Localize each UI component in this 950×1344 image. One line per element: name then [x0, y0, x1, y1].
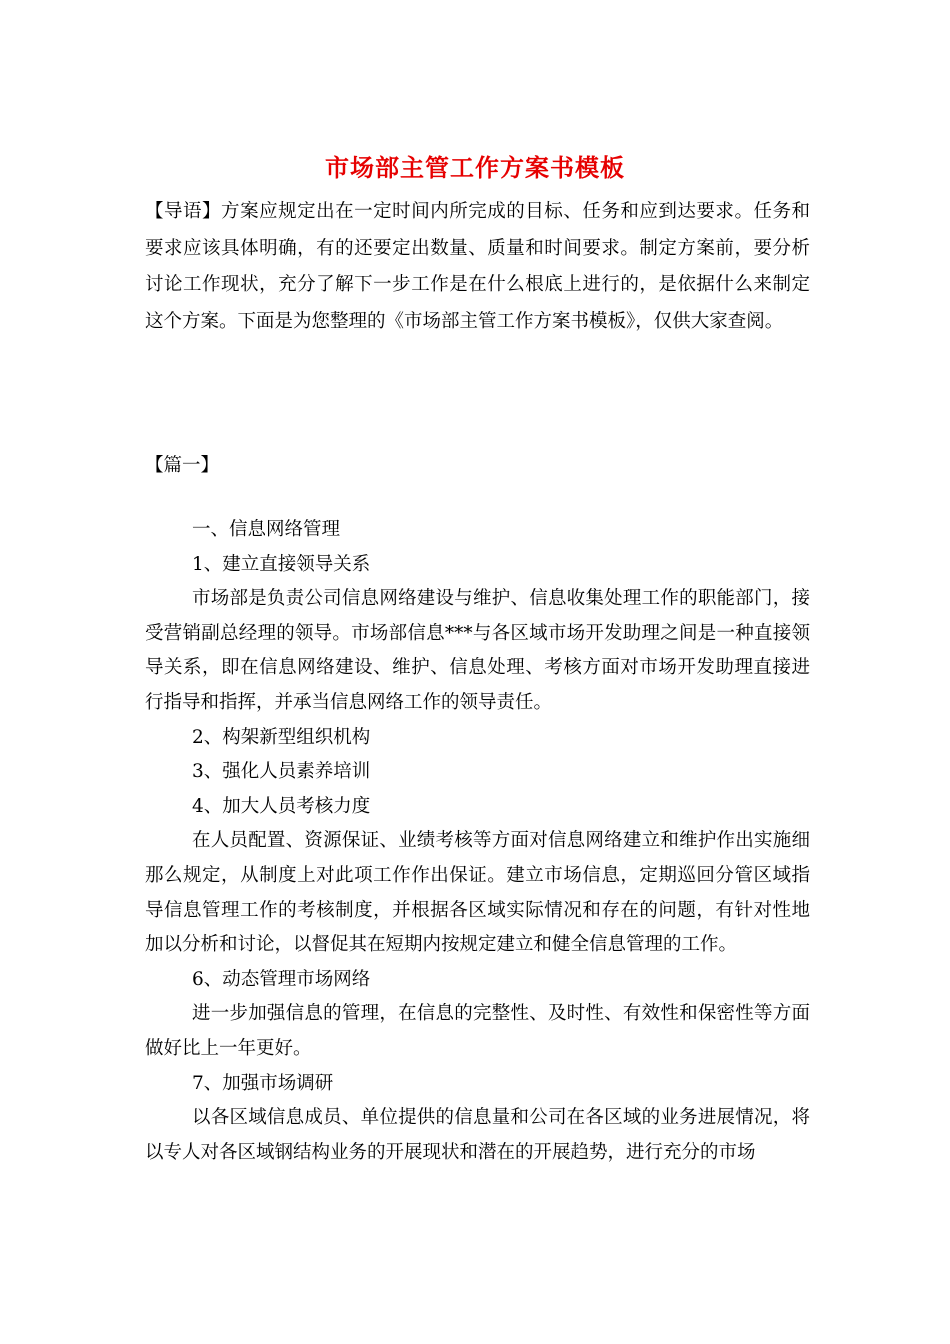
- subheading-direct-leadership: 1、建立直接领导关系: [192, 553, 371, 575]
- paragraph-market-research: 以各区域信息成员、单位提供的信息量和公司在各区域的业务进展情况，将以专人对各区域钢结构业务的开展现状和潜在的开展趋势，进行充分的市场: [145, 1107, 810, 1163]
- subheading-dynamic-management: 6、动态管理市场网络: [192, 968, 371, 990]
- document-title: 市场部主管工作方案书模板: [325, 153, 625, 182]
- subheading-assessment: 4、加大人员考核力度: [192, 795, 371, 817]
- intro-paragraph: 【导语】方案应规定出在一定时间内所完成的目标、任务和应到达要求。任务和要求应该具体明确，有的还要定出数量、质量和时间要求。制定方案前，要分析讨论工作现状，充分了解下一步工作是在什么根底上进行的，是依据什么来制定这个方案。下面是为您整理的《市场部主管工作方案书模板》，仅供大家查阅。: [145, 201, 810, 332]
- heading-info-network: 一、信息网络管理: [192, 519, 341, 540]
- body-content: [145, 513, 810, 1170]
- subheading-organization: 2、构架新型组织机构: [192, 726, 371, 748]
- paragraph-dynamic-management: 进一步加强信息的管理，在信息的完整性、及时性、有效性和保密性等方面做好比上一年更好。: [145, 1003, 810, 1059]
- paragraph-market-department: 市场部是负责公司信息网络建设与维护、信息收集处理工作的职能部门，接受营销副总经理的领导。市场部信息***与各区域市场开发助理之间是一种直接领导关系，即在信息网络建设、维护、信息处理、考核方面对市场开发助理直接进行指导和指挥，并承当信息网络工作的领导责任。: [145, 588, 810, 713]
- subheading-market-research: 7、加强市场调研: [192, 1072, 334, 1094]
- subheading-training: 3、强化人员素养培训: [192, 761, 371, 783]
- section-label: 【篇一】: [145, 455, 220, 476]
- paragraph-assessment: 在人员配置、资源保证、业绩考核等方面对信息网络建立和维护作出实施细那么规定，从制度上对此项工作作出保证。建立市场信息，定期巡回分管区域指导信息管理工作的考核制度，并根据各区域实际情况和存在的问题，有针对性地加以分析和讨论，以督促其在短期内按规定建立和健全信息管理的工作。: [145, 830, 810, 956]
